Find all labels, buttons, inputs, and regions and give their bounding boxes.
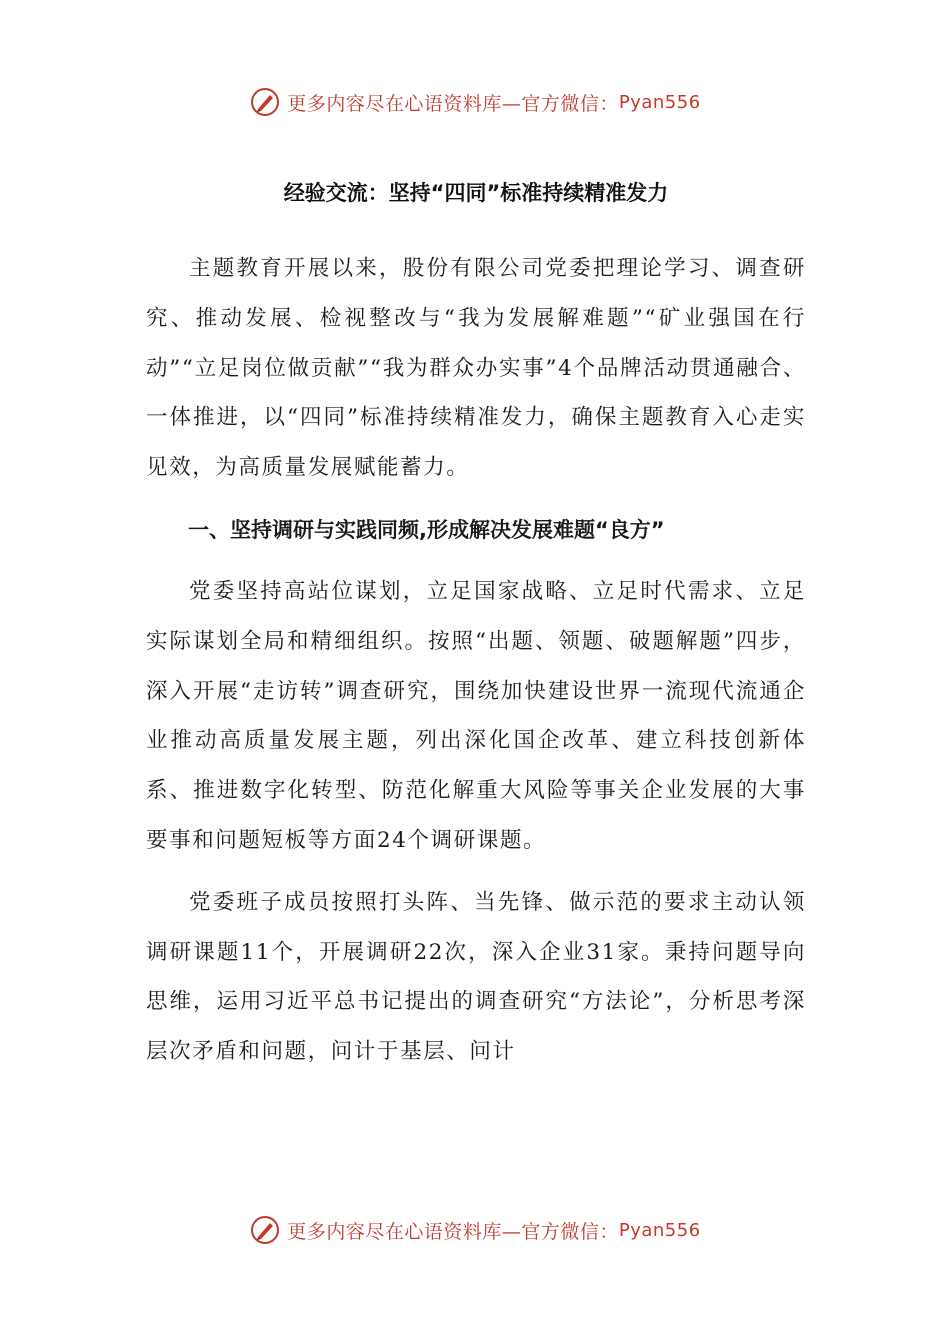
document-title: 经验交流：坚持“四同”标准持续精准发力 [283,181,669,205]
header-watermark-banner [0,82,950,122]
document-body [146,168,806,1089]
intro-paragraph: 主题教育开展以来，股份有限公司党委把理论学习、调查研究、推动发展、检视整改与“我为发展解难题”“矿业强国在行动”“立足岗位做贡献”“我为群众办实事”4个品牌活动贯通融合、一体推进，以“四同”标准持续精准发力，确保主题教育入心走实见效，为高质量发展赋能蓄力。 [146,256,806,481]
pen-circle-icon [249,1214,281,1246]
section-1-heading: 一、坚持调研与实践同频,形成解决发展难题“良方” [188,517,665,542]
pen-circle-icon [249,86,281,118]
banner-wechat-id: Pyan556 [618,91,701,113]
section-1-paragraph-1: 党委坚持高站位谋划，立足国家战略、立足时代需求、立足实际谋划全局和精细组织。按照“出题、领题、破题解题”四步，深入开展“走访转”调查研究，围绕加快建设世界一流现代流通企业推动高质量发展主题，列出深化国企改革、建立科技创新体系、推进数字化转型、防范化解重大风险等事关企业发展的大事要事和问题短板等方面24个调研课题。 [146,578,806,853]
banner-wechat-id: Pyan556 [618,1219,701,1241]
banner-text: 更多内容尽在心语资料库—官方微信： [287,1220,619,1243]
section-1-paragraph-2: 党委班子成员按照打头阵、当先锋、做示范的要求主动认领调研课题11个，开展调研22次，深入企业31家。秉持问题导向思维，运用习近平总书记提出的调查研究“方法论”，分析思考深层次矛盾和问题，问计于基层、问计 [146,889,806,1065]
banner-text: 更多内容尽在心语资料库—官方微信： [287,92,619,115]
footer-watermark-banner [0,1210,950,1250]
